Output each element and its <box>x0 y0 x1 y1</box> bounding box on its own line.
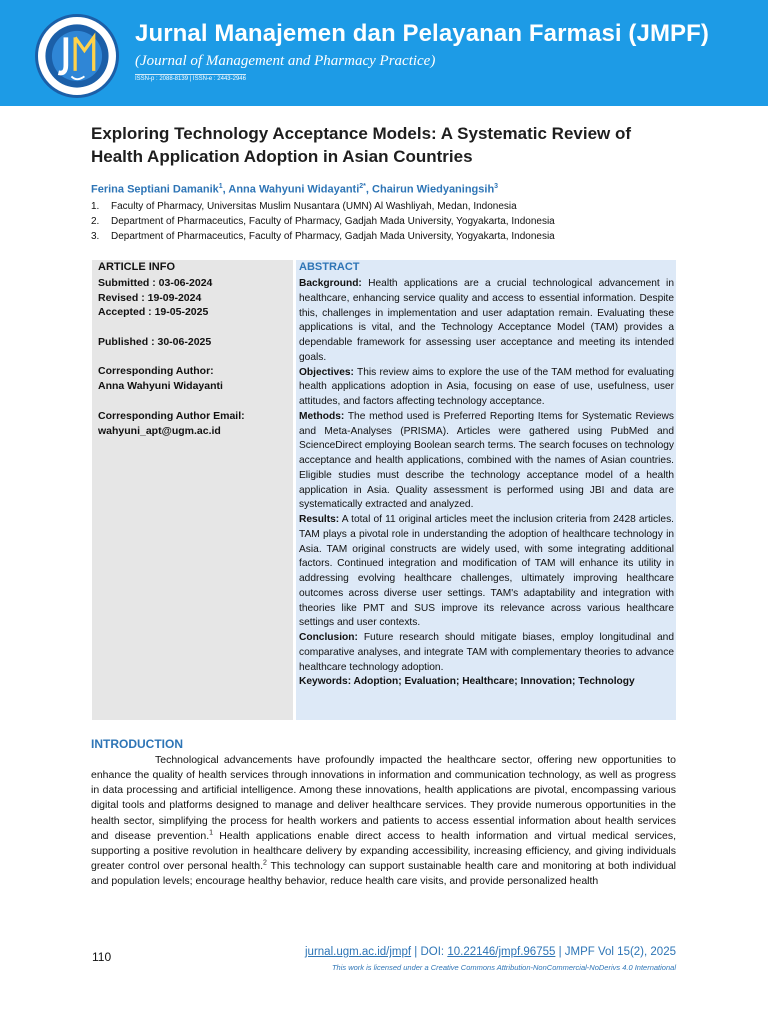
paper-title: Exploring Technology Acceptance Models: A Systematic Review of Health Application Adoption in Asian Countries <box>91 124 632 166</box>
objectives-text: This review aims to explore the use of the TAM method for evaluating health applications adoption in Asia, focusing on ease of use, usefulness, user attitudes, and factors affecting technology acceptance. <box>299 366 674 407</box>
abstract-objectives <box>299 366 674 410</box>
affiliation-text: Department of Pharmaceutics, Faculty of Pharmacy, Gadjah Mada University, Yogyakarta, Indonesia <box>111 216 555 227</box>
corresponding-author-label: Corresponding Author: <box>98 365 214 377</box>
journal-subtitle: (Journal of Management and Pharmacy Practice) <box>135 53 436 69</box>
author-list: Ferina Septiani Damanik$^1$, Anna Wahyuni Widayanti$^{2*}$, Chairun Wiedyaningsih$^3$ <box>91 183 499 196</box>
author-name: Anna Wahyuni Widayanti <box>228 183 360 196</box>
intro-text: This technology can support sustainable health care and monitoring at both individual and population levels; encourage healthy behavior, reduce health care visits, and provide personalized health <box>91 860 677 888</box>
author-name: Chairun Wiedyaningsih <box>372 183 495 196</box>
journal-title: Jurnal Manajemen dan Pelayanan Farmasi (JMPF) <box>135 20 710 47</box>
journal-banner <box>0 0 768 106</box>
introduction-paragraph <box>91 753 676 889</box>
author-superscript: 2* <box>359 183 366 190</box>
issn-line: ISSN-p : 2088-8139 | ISSN-e : 2443-2946 <box>135 76 246 82</box>
abstract-methods <box>299 410 674 513</box>
author-superscript: 1 <box>218 183 223 190</box>
affiliation-number: 1. <box>91 201 100 212</box>
corresponding-email-label: Corresponding Author Email: <box>98 410 245 422</box>
intro-text: Technological advancements have profoundly impacted the healthcare sector, offering new opportunities to enhance the quality of health services through innovations in information and communication technology, as well as progress in data processing and artificial intelligence. Among these innovations, health applications are pivotal, encompassing various digital tools and platforms designed to manage and deliver healthcare services. They provide numerous opportunities in the health sector, simplifying the process for health workers and patients to access essential information about health services and disease prevention. <box>91 754 676 842</box>
footer-links <box>305 946 676 958</box>
abstract-conclusion <box>299 631 674 675</box>
abstract-keywords: Keywords: Adoption; Evaluation; Healthcare; Innovation; Technology <box>299 676 635 688</box>
article-info-heading: ARTICLE INFO <box>98 261 175 273</box>
conclusion-text: Future research should mitigate biases, employ longitudinal and comparative analyses, and integrate TAM with complementary theories to advance healthcare technology adoption. <box>299 632 674 673</box>
license-notice[interactable]: This work is licensed under a Creative Commons Attribution-NonCommercial-NoDerivs 4.0 International <box>331 963 676 972</box>
introduction-heading: INTRODUCTION <box>91 737 183 751</box>
results-text: A total of 11 original articles meet the inclusion criteria from 2428 articles. TAM plays a pivotal role in understanding the adoption of healthcare technology in Asia. TAM original constructs are widely used, with some integrating additional factors. Continued integration and modification of TAM will enhance its utility in addressing evolving healthcare challenges, ultimately improving healthcare outcomes across diverse user settings. TAM's adaptability and integration with theories like PMT and SUS improve its relevance across various healthcare settings and user contexts. <box>299 514 674 629</box>
background-label: Background: <box>299 278 362 289</box>
objectives-label: Objectives: <box>299 366 354 378</box>
revised-date: Revised : 19-09-2024 <box>98 292 202 304</box>
abstract-body <box>299 277 674 690</box>
corresponding-author-name: Anna Wahyuni Widayanti <box>98 380 223 392</box>
conclusion-label: Conclusion: <box>299 632 358 643</box>
doi-link[interactable]: 10.22146/jmpf.96755 <box>447 946 556 958</box>
abstract-heading: ABSTRACT <box>299 261 360 273</box>
affiliation-item <box>91 201 517 212</box>
citation-ref[interactable]: 2 <box>263 859 267 867</box>
submitted-date: Submitted : 03-06-2024 <box>98 277 213 289</box>
journal-logo <box>35 14 119 98</box>
affiliation-number: 2. <box>91 216 100 227</box>
background-text: Health applications are a crucial technological advancement in healthcare, enhancing service quality and access to essential information. Despite this, challenges in implementation and user adaptation remain. Evaluating these applications is vital, and the Technology Acceptance Model (TAM) provides a dependable framework for assessing user acceptance and meeting its intended goals. <box>299 278 674 363</box>
published-date: Published : 30-06-2025 <box>98 336 212 348</box>
affiliation-item <box>91 216 555 227</box>
journal-link[interactable]: jurnal.ugm.ac.id/jmpf <box>305 946 412 958</box>
results-label: Results: <box>299 514 340 525</box>
affiliation-item <box>91 231 555 242</box>
article-info-panel <box>92 260 293 720</box>
author-name: Ferina Septiani Damanik <box>91 183 219 196</box>
intro-text: Health applications enable direct access to health information and virtual medical services, supporting a positive revolution in healthcare delivery by expanding accessibility, increasing efficiency, and giving individuals greater control over personal health. <box>91 829 677 873</box>
accepted-date: Accepted : 19-05-2025 <box>98 306 209 318</box>
methods-text: The method used is Preferred Reporting Items for Systematic Reviews and Meta-Analyses (PRISMA). Articles were gathered using PubMed and ScienceDirect employing Boolean search terms. The search focuses on technology acceptance and health applications, combined with the names of Asian countries. Eligible studies must describe the technology acceptance model of a health application in Asia. Quality assessment is performed using JBI and data are systematically extracted and analyzed. <box>299 410 674 511</box>
citation-ref[interactable]: 1 <box>209 829 214 837</box>
affiliation-number: 3. <box>91 231 100 242</box>
doi-prefix: | DOI: <box>411 946 448 958</box>
affiliation-text: Department of Pharmaceutics, Faculty of Pharmacy, Gadjah Mada University, Yogyakarta, Indonesia <box>111 231 555 242</box>
author-superscript: 3 <box>494 183 499 190</box>
abstract-background <box>299 277 674 366</box>
corresponding-email[interactable]: wahyuni_apt@ugm.ac.id <box>98 425 221 437</box>
affiliation-text: Faculty of Pharmacy, Universitas Muslim Nusantara (UMN) Al Washliyah, Medan, Indonesia <box>111 201 517 212</box>
abstract-results <box>299 513 674 631</box>
volume-info: | JMPF Vol 15(2), 2025 <box>555 946 676 958</box>
jmpf-logo-icon <box>38 17 116 95</box>
page-number: 110 <box>92 950 112 964</box>
methods-label: Methods: <box>299 410 345 422</box>
